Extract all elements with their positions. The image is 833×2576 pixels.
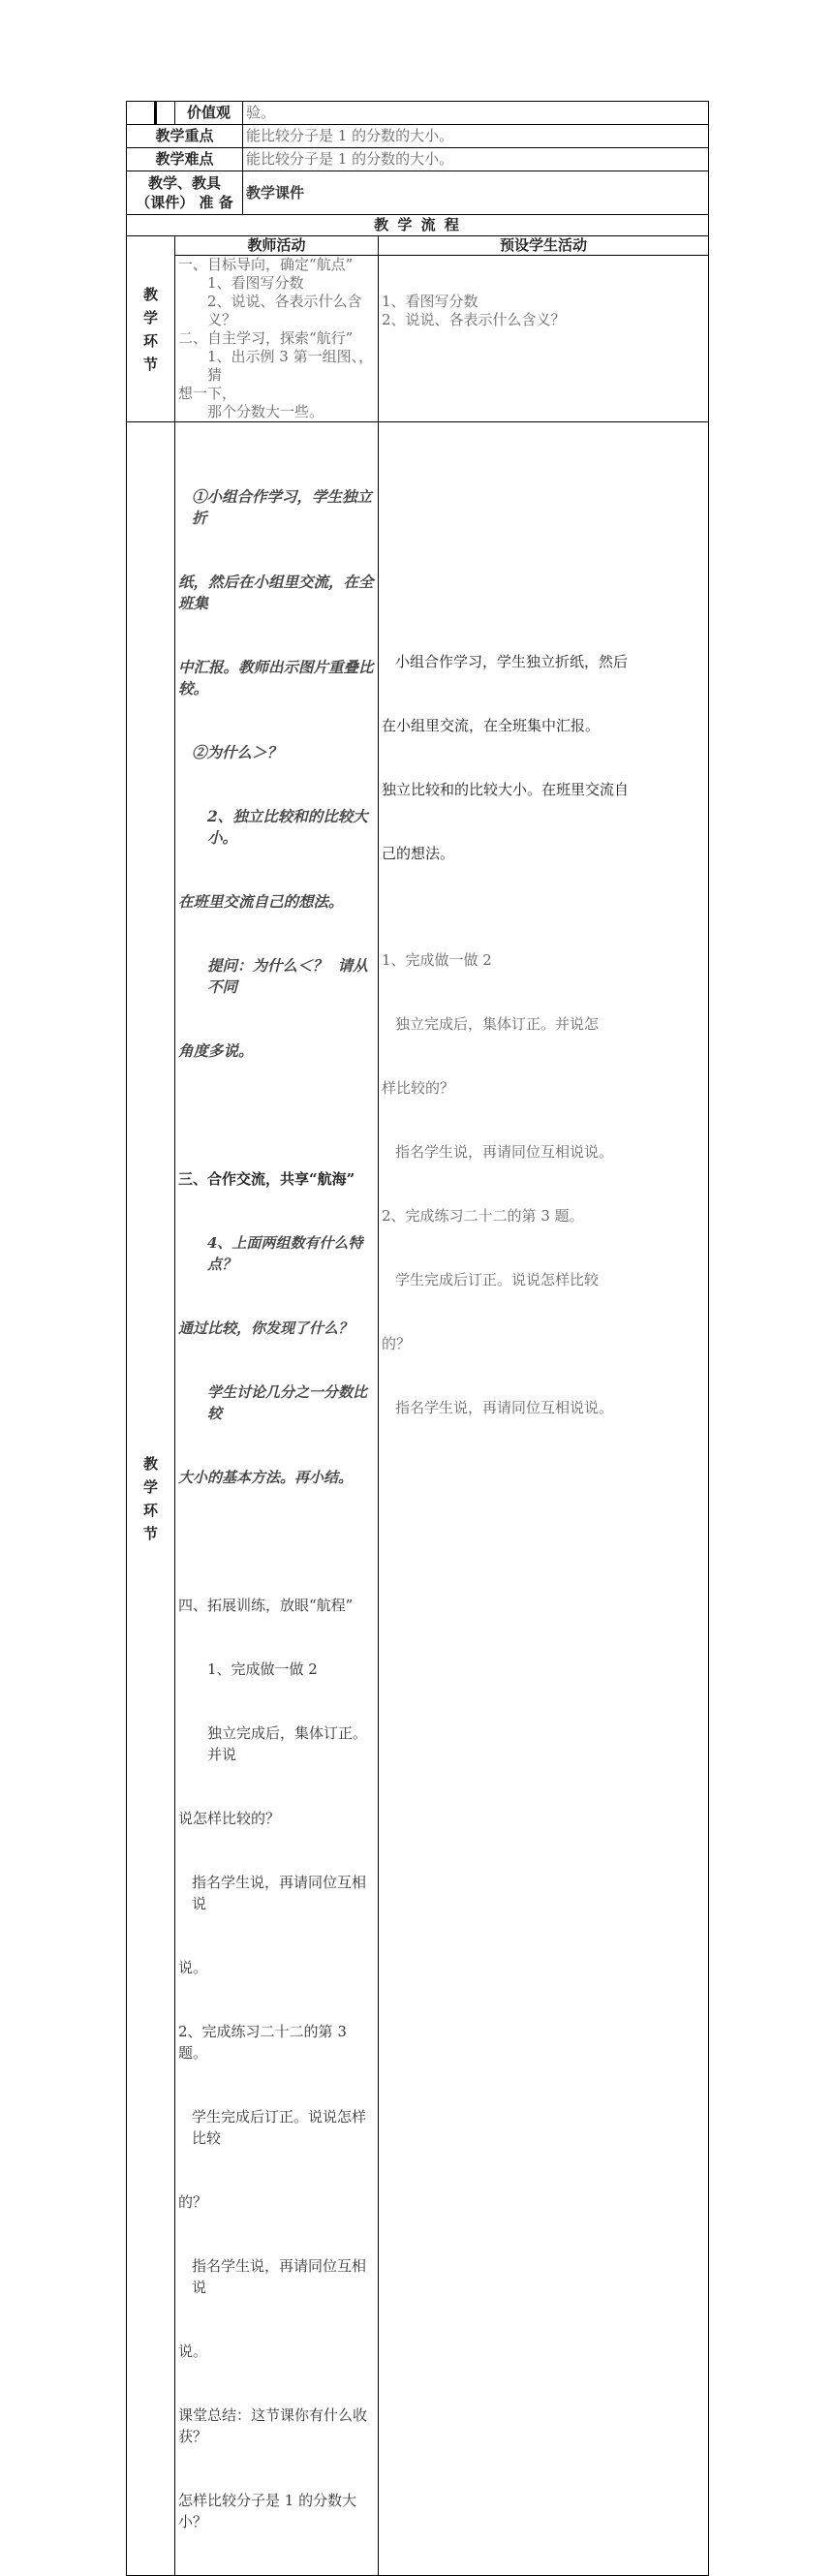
teacher-line: 1、出示例 3 第一组图、，猜: [207, 348, 374, 384]
materials-label-line1: 教学、教具: [147, 174, 221, 192]
key-point-row: [127, 125, 709, 148]
section2-teacher-cell: [175, 422, 379, 2576]
teacher-activity-header: 教师活动: [175, 236, 379, 256]
teacher-line: 想一下，: [178, 385, 237, 402]
values-row: [127, 102, 709, 125]
key-point-text: 能比较分子是 1 的分数的大小。: [243, 125, 709, 148]
student-line: 1、看图写分数: [382, 293, 478, 310]
key-point-label: 教学重点: [127, 125, 243, 148]
section1-row: [127, 256, 709, 422]
section2-label: 教 学 环 节: [127, 422, 175, 2576]
student-activity-header: 预设学生活动: [379, 236, 709, 256]
student-grey-block: 1、完成做一做 2 独立完成后，集体订正。并说怎 样比较的？ 指名学生说，再请同位互相说说。 2、完成练习二十二的第 3 题。 学生完成后订正。说说怎样比较 的？ 指名学生说，再请同位互相说说。: [382, 951, 614, 1416]
student-line: 2、说说、各表示什么含义？: [382, 311, 566, 328]
flow-title-row: [127, 215, 709, 236]
teacher-line: 那个分数大一些。: [207, 403, 324, 420]
section1-teacher-cell: [175, 256, 379, 422]
teacher-italic-block: ①小组合作学习，学生独立折 纸，然后在小组里交流，在全班集 中汇报。教师出示图片重叠比较。 ②为什么＞？ 2、独立比较和的比较大小。 在班里交流自己的想法。 提问：为什么＜？ 请从不同 角度多说。: [178, 487, 374, 1060]
lesson-plan-table: [126, 101, 709, 2576]
difficulty-row: [127, 148, 709, 171]
values-text: 验。: [243, 102, 709, 125]
section2-student-cell: [379, 422, 709, 2576]
teacher-line: 1、看图写分数: [207, 274, 304, 292]
difficulty-text: 能比较分子是 1 的分数的大小。: [243, 148, 709, 171]
teacher-plain-block: 四、拓展训练，放眼“航程” 1、完成做一做 2 独立完成后，集体订正。并说 说怎样比较的？ 指名学生说，再请同位互相说 说。 2、完成练习二十二的第 3 题。 学生完成后订正。说说怎样比较 的？ 指名学生说，再请同位互相说 说。 课堂总结：这节课你有什么收获？ 怎样比较分子是 1 的分数大小？: [178, 1597, 368, 2530]
section2-row: [127, 422, 709, 2576]
activity-header-row: [127, 236, 709, 256]
teacher-line: 2、说说、各表示什么含义？: [207, 293, 362, 328]
values-label: 价值观: [175, 102, 243, 125]
materials-label: [127, 171, 243, 215]
materials-label-line2: （课件） 准 备: [136, 194, 233, 211]
flow-title: 教 学 流 程: [127, 215, 709, 236]
student-dark-block: 小组合作学习，学生独立折纸，然后 在小组里交流，在全班集中汇报。 独立比较和的比较大小。在班里交流自 己的想法。: [382, 653, 630, 862]
teacher-line: 一、目标导向，确定“航点”: [178, 256, 354, 273]
materials-row: [127, 171, 709, 215]
difficulty-label: 教学难点: [127, 148, 243, 171]
section1-label: 教 学 环 节: [127, 236, 175, 422]
teacher-line: 二、自主学习，探索“航行”: [178, 329, 354, 347]
materials-text: 教学课件: [243, 171, 709, 215]
section1-student-cell: [379, 256, 709, 422]
teacher-bold-block: 三、合作交流，共享“航海” 4、上面两组数有什么特点？ 通过比较，你发现了什么？ 学生讨论几分之一分数比较 大小的基本方法。再小结。: [178, 1170, 368, 1486]
